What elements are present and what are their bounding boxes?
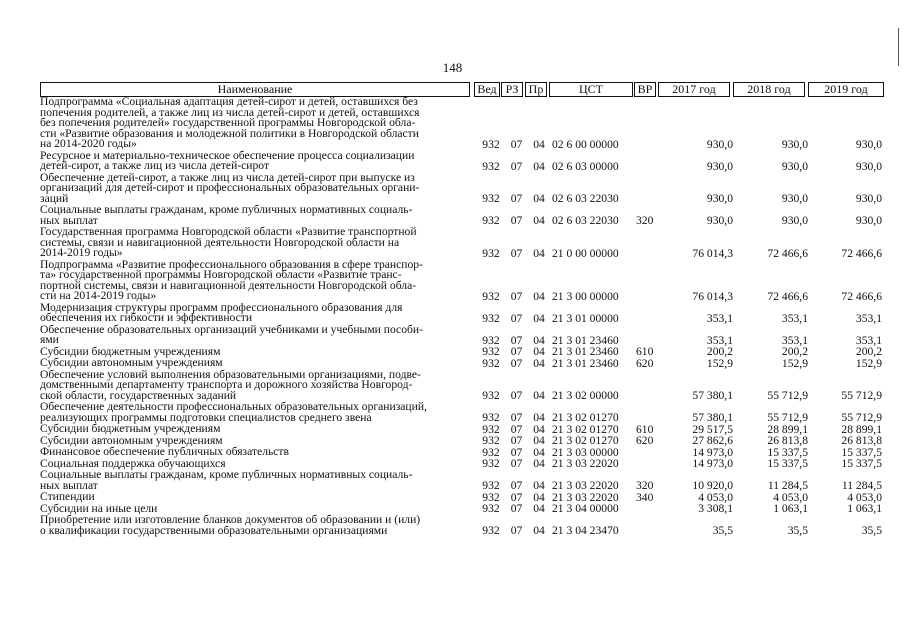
cell-ved: 932 (482, 137, 500, 151)
cell-2017: 27 862,6 (692, 434, 733, 447)
cell-vr: 340 (636, 490, 654, 504)
row-name (40, 515, 476, 537)
table-body (40, 97, 890, 537)
cell-rz: 07 (510, 479, 523, 492)
cell-2017: 57 380,1 (692, 411, 733, 424)
row-name-line: организаций для детей-сирот и профессиональных образовательных органи- (40, 181, 420, 194)
header-2017: 2017 год (658, 82, 730, 97)
cell-vr: 620 (636, 356, 654, 370)
row-name (40, 402, 476, 424)
header-2018: 2018 год (733, 82, 805, 97)
row-name-line: Финансовое обеспечение публичных обязательств (40, 445, 289, 458)
cell-2019: 35,5 (861, 524, 882, 537)
row-name-line: о квалификации государственными образовательными организациями (40, 523, 388, 537)
table-row (40, 148, 890, 173)
row-name-line: Подпрограмма «Развитие профессионального образования в сфере транспор- (40, 257, 423, 271)
cell-2018: 200,2 (781, 345, 808, 358)
row-name-line: Обеспечение образовательных организаций учебниками и учебными пособи- (40, 322, 423, 336)
cell-cst: 02 6 00 00000 (552, 137, 619, 151)
cell-pr: 04 (533, 422, 545, 436)
cell-2018: 930,0 (781, 137, 808, 151)
cell-2019: 930,0 (855, 159, 882, 173)
row-name-line: попечения родителей, а также лиц из числа детей-сирот и детей, оставшихся (40, 105, 420, 119)
cell-2018: 72 466,6 (767, 246, 808, 260)
cell-rz: 07 (510, 333, 523, 347)
cell-2017: 353,1 (706, 333, 733, 347)
cell-vr: 620 (636, 434, 654, 447)
cell-2017: 76 014,3 (692, 246, 733, 260)
cell-pr: 04 (533, 490, 545, 504)
cell-cst: 21 3 03 00000 (552, 445, 619, 459)
cell-2019: 72 466,6 (841, 289, 882, 303)
cell-2019: 55 712,9 (841, 389, 882, 402)
cell-2019: 4 053,0 (847, 490, 882, 504)
cell-pr: 04 (533, 214, 545, 227)
header-cst: ЦСТ (549, 82, 633, 97)
cell-pr: 04 (533, 311, 545, 325)
cell-pr: 04 (533, 333, 545, 347)
cell-2017: 930,0 (706, 137, 733, 151)
cell-pr: 04 (533, 192, 545, 205)
cell-2018: 1 063,1 (773, 502, 808, 515)
table-row (40, 97, 890, 151)
cell-cst: 21 3 02 00000 (552, 389, 619, 402)
cell-2017: 930,0 (706, 192, 733, 205)
row-name-line: Подпрограмма «Социальная адаптация детей-сирот и детей, оставшихся без (40, 95, 418, 108)
cell-rz: 07 (510, 524, 523, 537)
row-name (40, 148, 476, 173)
row-name-line: на 2014-2020 годы» (40, 137, 137, 150)
row-name (40, 205, 476, 227)
cell-vr: 610 (636, 345, 654, 358)
cell-cst: 21 3 03 22020 (552, 490, 619, 504)
cell-ved: 932 (482, 422, 500, 436)
header-pr: Пр (525, 82, 547, 97)
cell-2019: 15 337,5 (841, 445, 882, 459)
cell-2017: 353,1 (706, 311, 733, 325)
cell-2018: 55 712,9 (767, 411, 808, 424)
cell-rz: 07 (510, 192, 523, 205)
cell-2017: 35,5 (712, 524, 733, 537)
row-name-line: Субсидии бюджетным учреждениям (40, 344, 221, 358)
cell-vr: 320 (636, 479, 654, 492)
row-name-line: портной системы, связи и навигационной деятельности Новгородской обла- (40, 278, 417, 292)
cell-2017: 57 380,1 (692, 389, 733, 402)
cell-ved: 932 (482, 457, 500, 470)
cell-2017: 10 920,0 (692, 479, 733, 492)
cell-ved: 932 (482, 356, 500, 370)
cell-rz: 07 (510, 137, 523, 151)
cell-2017: 4 053,0 (698, 490, 733, 504)
row-name-line: ных выплат (40, 478, 98, 492)
cell-2018: 26 813,8 (767, 434, 808, 447)
cell-cst: 21 3 01 23460 (552, 356, 619, 370)
cell-2019: 152,9 (855, 356, 882, 370)
cell-2018: 930,0 (781, 159, 808, 173)
table-row (40, 170, 890, 206)
cell-pr: 04 (533, 445, 545, 459)
row-name (40, 227, 476, 260)
cell-2017: 930,0 (706, 159, 733, 173)
cell-rz: 07 (510, 345, 523, 358)
cell-cst: 21 3 03 22020 (552, 457, 619, 470)
cell-cst: 21 3 02 01270 (552, 411, 619, 424)
row-name-line: Социальные выплаты гражданам, кроме публичных нормативных социаль- (40, 468, 413, 481)
cell-ved: 932 (482, 311, 500, 325)
cell-2018: 152,9 (781, 356, 808, 370)
cell-2018: 930,0 (781, 214, 808, 227)
table-row (40, 227, 890, 260)
cell-2017: 200,2 (706, 345, 733, 358)
cell-rz: 07 (510, 411, 523, 424)
cell-ved: 932 (482, 289, 500, 303)
cell-cst: 21 0 00 00000 (552, 246, 619, 260)
cell-pr: 04 (533, 457, 545, 470)
cell-ved: 932 (482, 479, 500, 492)
cell-2019: 11 284,5 (841, 479, 882, 492)
cell-rz: 07 (510, 289, 523, 303)
cell-ved: 932 (482, 434, 500, 447)
row-name-line: Ресурсное и материально-техническое обеспечение процесса социализации (40, 148, 415, 162)
row-name-line: Субсидии бюджетным учреждениям (40, 422, 221, 435)
cell-rz: 07 (510, 457, 523, 470)
cell-cst: 21 3 03 22020 (552, 479, 619, 492)
row-name-line: детей-сирот, а также лиц из числа детей-сирот (40, 159, 270, 172)
row-name-line: заций (40, 191, 69, 205)
cell-rz: 07 (510, 356, 523, 370)
cell-cst: 21 3 01 23460 (552, 345, 619, 358)
cell-2017: 152,9 (706, 356, 733, 370)
table-row (40, 402, 890, 424)
cell-pr: 04 (533, 356, 545, 370)
row-name-line: Субсидии автономным учреждениям (40, 433, 223, 447)
cell-ved: 932 (482, 345, 500, 358)
row-name-line: сти на 2014-2019 годы» (40, 289, 157, 302)
cell-pr: 04 (533, 479, 545, 492)
table-row (40, 205, 890, 227)
cell-2017: 76 014,3 (692, 289, 733, 303)
cell-rz: 07 (510, 490, 523, 504)
cell-2019: 28 899,1 (841, 422, 882, 436)
cell-pr: 04 (533, 289, 545, 303)
cell-ved: 932 (482, 192, 500, 205)
cell-ved: 932 (482, 159, 500, 173)
cell-ved: 932 (482, 524, 500, 537)
cell-2019: 55 712,9 (841, 411, 882, 424)
cell-ved: 932 (482, 246, 500, 260)
row-name-line: системы, связи и навигационной деятельности Новгородской области на (40, 235, 400, 249)
row-name-line: ской области, государственных заданий (40, 388, 237, 402)
cell-2018: 55 712,9 (767, 389, 808, 402)
cell-2017: 3 308,1 (698, 502, 733, 515)
row-name (40, 470, 476, 492)
cell-2018: 4 053,0 (773, 490, 808, 504)
cell-2019: 72 466,6 (841, 246, 882, 260)
cell-cst: 21 3 04 23470 (552, 524, 619, 537)
row-name-line: без попечения родителей» государственной программы Новгородской обла- (40, 116, 416, 129)
cell-cst: 21 3 02 01270 (552, 434, 619, 447)
cell-pr: 04 (533, 502, 545, 515)
cell-rz: 07 (510, 422, 523, 436)
cell-2018: 35,5 (787, 524, 808, 537)
row-name-line: Обеспечение условий выполнения образовательными организациями, подве- (40, 367, 421, 381)
table-row (40, 492, 890, 504)
table-row (40, 300, 890, 325)
row-name-line: Субсидии автономным учреждениям (40, 356, 223, 369)
table-row (40, 322, 890, 347)
cell-cst: 21 3 00 00000 (552, 289, 619, 303)
cell-2018: 930,0 (781, 192, 808, 205)
row-name-line: реализующих программы подготовки специалистов среднего звена (40, 410, 372, 424)
row-name-line: Обеспечение детей-сирот, а также лиц из числа детей-сирот при выпуске из (40, 170, 415, 184)
cell-2017: 29 517,5 (692, 422, 733, 436)
cell-rz: 07 (510, 311, 523, 325)
cell-ved: 932 (482, 502, 500, 515)
row-name (40, 170, 476, 206)
row-name-line: Модернизация структуры программ профессионального образования для (40, 300, 403, 314)
header-vr: ВР (634, 82, 656, 97)
cell-cst: 02 6 03 00000 (552, 159, 619, 173)
row-name (40, 300, 476, 325)
cell-2018: 11 284,5 (767, 479, 808, 492)
cell-2019: 200,2 (855, 345, 882, 358)
table-row (40, 515, 890, 537)
page-number: 148 (442, 60, 463, 75)
cell-cst: 21 3 04 00000 (552, 502, 619, 515)
header-rz: РЗ (501, 82, 523, 97)
cell-pr: 04 (533, 411, 545, 424)
cell-2019: 930,0 (855, 192, 882, 205)
cell-2019: 353,1 (855, 311, 882, 325)
header-name: Наименование (40, 82, 470, 97)
cell-cst: 02 6 03 22030 (552, 192, 619, 205)
cell-rz: 07 (510, 434, 523, 447)
cell-pr: 04 (533, 524, 545, 537)
row-name-line: Стипендии (40, 490, 95, 503)
cell-ved: 932 (482, 490, 500, 504)
cell-vr: 320 (636, 214, 654, 227)
cell-ved: 932 (482, 445, 500, 459)
cell-rz: 07 (510, 214, 523, 227)
cell-rz: 07 (510, 445, 523, 459)
row-name-line: Социальные выплаты гражданам, кроме публичных нормативных социаль- (40, 203, 413, 216)
cell-2018: 28 899,1 (767, 422, 808, 436)
cell-pr: 04 (533, 434, 545, 447)
cell-2019: 930,0 (855, 137, 882, 151)
cell-pr: 04 (533, 159, 545, 173)
cell-vr: 610 (636, 422, 654, 436)
row-name (40, 322, 476, 347)
table-row (40, 257, 890, 303)
cell-rz: 07 (510, 502, 523, 515)
cell-2017: 930,0 (706, 214, 733, 227)
row-name-line: домственными департаменту транспорта и дорожного хозяйства Новгород- (40, 378, 413, 391)
cell-rz: 07 (510, 159, 523, 173)
table-row (40, 470, 890, 492)
row-name-line: Обеспечение деятельности профессиональных образовательных организаций, (40, 400, 427, 413)
row-name-line: сти «Развитие образования и молодежной политики в Новгородской области (40, 126, 419, 140)
cell-rz: 07 (510, 389, 523, 402)
cell-pr: 04 (533, 345, 545, 358)
row-name-line: ями (40, 333, 59, 346)
cell-2018: 353,1 (781, 333, 808, 347)
table-row (40, 367, 890, 403)
cell-ved: 932 (482, 214, 500, 227)
cell-pr: 04 (533, 389, 545, 402)
cell-ved: 932 (482, 333, 500, 347)
row-name-line: Приобретение или изготовление бланков документов об образовании и (или) (40, 513, 421, 526)
row-name-line: Государственная программа Новгородской области «Развитие транспортной (40, 225, 417, 238)
cell-2018: 15 337,5 (767, 457, 808, 470)
cell-cst: 21 3 01 00000 (552, 311, 619, 325)
cell-2018: 353,1 (781, 311, 808, 325)
row-name-line: та» государственной программы Новгородской области «Развитие транс- (40, 268, 402, 281)
cell-2017: 14 973,0 (692, 457, 733, 470)
cell-ved: 932 (482, 411, 500, 424)
cell-ved: 932 (482, 389, 500, 402)
cell-cst: 21 3 02 01270 (552, 422, 619, 436)
row-name-line: ных выплат (40, 213, 98, 227)
row-name-line: Субсидии на иные цели (40, 501, 158, 515)
cell-cst: 21 3 01 23460 (552, 333, 619, 347)
cell-rz: 07 (510, 246, 523, 260)
row-name-line: 2014-2019 годы» (40, 246, 123, 259)
header-ved: Вед (474, 82, 500, 97)
cell-cst: 02 6 03 22030 (552, 214, 619, 227)
cell-2019: 930,0 (855, 214, 882, 227)
cell-2018: 72 466,6 (767, 289, 808, 303)
cell-2019: 26 813,8 (841, 434, 882, 447)
cell-2019: 353,1 (855, 333, 882, 347)
cell-2018: 15 337,5 (767, 445, 808, 459)
row-name (40, 97, 476, 151)
cell-2017: 14 973,0 (692, 445, 733, 459)
row-name-line: обеспечения их гибкости и эффективности (40, 311, 253, 324)
row-name (40, 257, 476, 303)
cell-2019: 15 337,5 (841, 457, 882, 470)
cell-pr: 04 (533, 246, 545, 260)
row-name (40, 367, 476, 403)
cell-2019: 1 063,1 (847, 502, 882, 515)
cell-pr: 04 (533, 137, 545, 151)
row-name-line: Социальная поддержка обучающихся (40, 456, 226, 470)
header-2019: 2019 год (808, 82, 884, 97)
